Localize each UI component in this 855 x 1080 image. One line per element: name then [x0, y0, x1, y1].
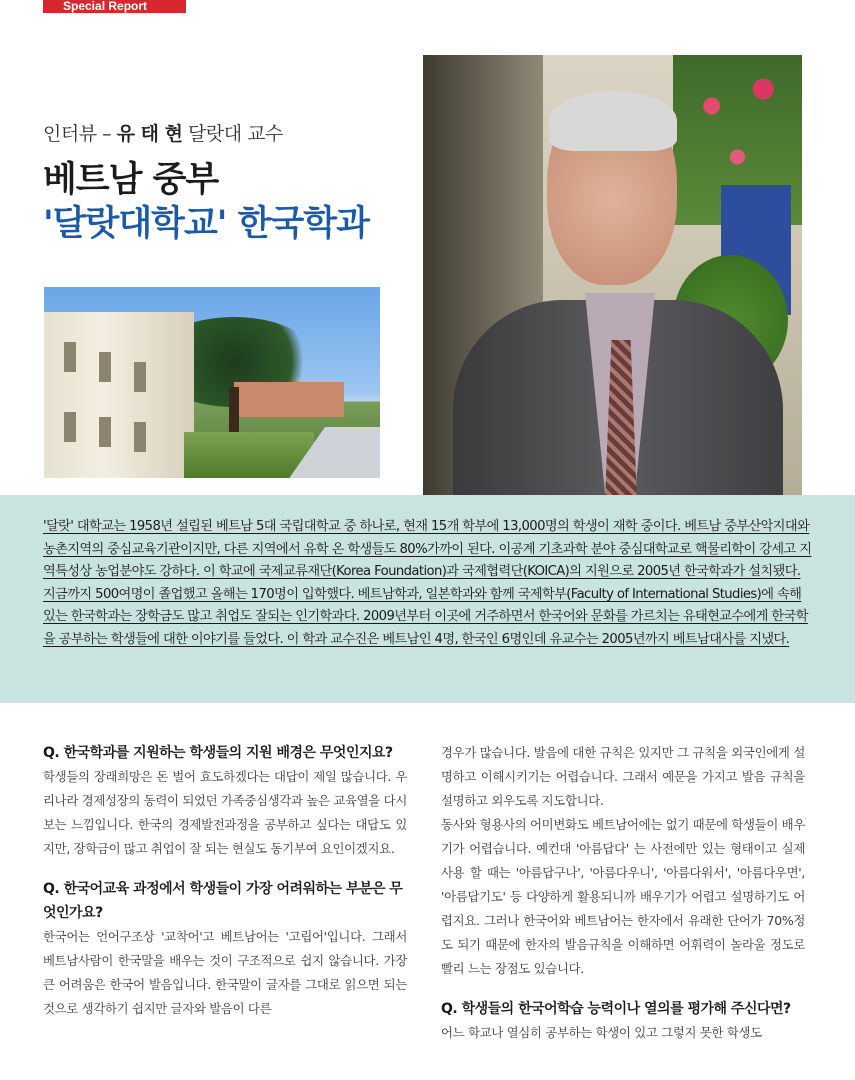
answer-1: 학생들의 장래희망은 돈 벌어 효도하겠다는 대답이 제일 많습니다. 우리나라 경제성장의 동력이 되었던 가족중심생각과 높은 교육열을 다시 보는 느낌입니다. 한국의 경제발전과정을 공부하고 싶다는 대답도 있지만, 장학금이 많고 취업이 잘 되는 현실도 동기부여 요인이겠지요. — [43, 769, 407, 856]
headline-line-2: '달랏대학교' 한국학과 — [43, 204, 369, 244]
campus-photo — [44, 287, 380, 478]
article-column-right — [441, 741, 805, 1045]
section-tag: Special Report — [43, 0, 186, 13]
summary-panel — [0, 495, 855, 703]
answer-2: 한국어는 언어구조상 '교착어'고 베트남어는 '고립어'입니다. 그래서 베트남사람이 한국말을 배우는 것이 구조적으로 쉽지 않습니다. 가장 큰 어려움은 한국어 발음입니다. 한국말이 글자를 그대로 읽으면 되는 것으로 생각하기 쉽지만 글자와 발음이 다른 — [43, 929, 407, 1016]
question-3: Q. 학생들의 한국어학습 능력이나 열의를 평가해 주신다면? — [441, 1001, 791, 1017]
answer-2-continued: 경우가 많습니다. 발음에 대한 규칙은 있지만 그 규칙을 외국인에게 설명하고 이해시키기는 어렵습니다. 그래서 예문을 가지고 발음 규칙을 설명하고 외우도록 지도합니다. — [441, 745, 805, 808]
interview-kicker — [43, 119, 283, 146]
interviewee-name: 유 태 현 — [116, 123, 183, 145]
article-column-left — [43, 741, 407, 1021]
kicker-prefix: 인터뷰 – — [43, 123, 117, 145]
headline-line-1: 베트남 중부 — [43, 160, 219, 200]
question-2: Q. 한국어교육 과정에서 학생들이 가장 어려워하는 부분은 무엇인가요? — [43, 881, 403, 921]
question-1: Q. 한국학과를 지원하는 학생들의 지원 배경은 무엇인지요? — [43, 745, 393, 761]
summary-text: '달랏' 대학교는 1958년 설립된 베트남 5대 국립대학교 중 하나로, 현재 15개 학부에 13,000명의 학생이 재학 중이다. 베트남 중부산악지대와 농촌지역의 중심교육기관이지만, 다른 지역에서 유학 온 학생들도 80%가까이 된다. 이공계 기초과학 분야 중심대학교로 핵물리학이 강세고 지역특성상 농업분야도 강하다. 이 학교에 국제교류재단(Korea Foundation)과 국제협력단(KOICA)의 지원으로 2005년 한국학과가 설치됐다. 지금까지 500여명이 졸업했고 올해는 170명이 입학했다. 베트남학과, 일본학과와 함께 국제학부(Faculty of International Studies)에 속해 있는 한국학과는 장학금도 많고 취업도 잘되는 인기학과다. 2009년부터 이곳에 거주하면서 한국어와 문화를 가르치는 유태현교수에게 한국학을 공부하는 학생들에 대한 이야기를 들었다. 이 학과 교수진은 베트남인 4명, 한국인 6명인데 유교수는 2005년까지 베트남대사를 지냈다. — [43, 519, 812, 647]
answer-3: 어느 학교나 열심히 공부하는 학생이 있고 그렇지 못한 학생도 — [441, 1025, 762, 1040]
professor-portrait-photo — [423, 55, 802, 496]
answer-2-continued-2: 동사와 형용사의 어미변화도 베트남어에는 없기 때문에 학생들이 배우기가 어렵습니다. 예컨대 '아름답다' 는 사전에만 있는 형태이고 실제 사용 할 때는 '아름답구나', '아름다우니', '아름다워서', '아름다우면', '아름답기도' 등 다양하게 활용되니까 배우기가 어렵고 설명하기도 어렵지요. 그러나 한국어와 베트남어는 한자에서 유래한 단어가 70%정도 되기 때문에 한자의 발음규칙을 이해하면 어휘력이 놀라울 정도로 빨리 느는 장점도 있습니다. — [441, 817, 805, 976]
kicker-suffix: 달랏대 교수 — [182, 123, 283, 145]
